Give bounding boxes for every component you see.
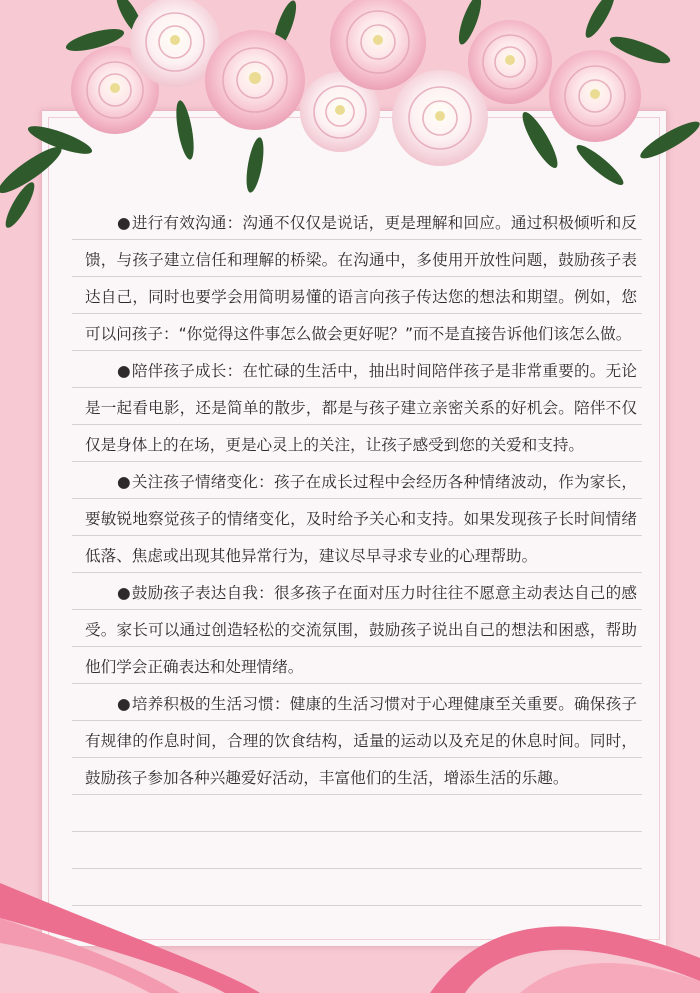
ruled-line [72,831,642,832]
bullet-icon: ● [117,214,131,232]
rose-icon [71,0,641,166]
bullet-icon: ● [117,362,131,380]
paragraph-text: 进行有效沟通：沟通不仅仅是说话，更是理解和回应。通过积极倾听和反馈，与孩子建立信任和理解的桥梁。在沟通中，多使用开放性问题，鼓励孩子表达自己，同时也要学会用简明易懂的语言向孩子传达您的想法和期望。例如，您可以问孩子：“你觉得这件事怎么做会更好呢？”而不是直接告诉他们该怎么做。 [85,214,637,343]
paragraph-companionship [85,353,637,464]
bullet-icon: ● [117,584,131,602]
bullet-icon: ● [117,473,131,491]
paragraph-self-expression [85,575,637,686]
paragraph-text: 关注孩子情绪变化：孩子在成长过程中会经历各种情绪波动，作为家长，要敏锐地察觉孩子的情绪变化，及时给予关心和支持。如果发现孩子长时间情绪低落、焦虑或出现其他异常行为，建议尽早寻求专业的心理帮助。 [85,473,637,565]
letter-body [85,205,637,797]
ribbon-icon [0,863,700,993]
paragraph-text: 鼓励孩子表达自我：很多孩子在面对压力时往往不愿意主动表达自己的感受。家长可以通过创造轻松的交流氛围，鼓励孩子说出自己的想法和困惑，帮助他们学会正确表达和处理情绪。 [85,584,637,676]
paragraph-habits [85,686,637,797]
rose-garland [0,0,700,230]
paragraph-text: 培养积极的生活习惯：健康的生活习惯对于心理健康至关重要。确保孩子有规律的作息时间，合理的饮食结构，适量的运动以及充足的休息时间。同时，鼓励孩子参加各种兴趣爱好活动，丰富他们的生活，增添生活的乐趣。 [85,695,637,787]
paragraph-emotions [85,464,637,575]
paragraph-text: 陪伴孩子成长：在忙碌的生活中，抽出时间陪伴孩子是非常重要的。无论是一起看电影，还是简单的散步，都是与孩子建立亲密关系的好机会。陪伴不仅仅是身体上的在场，更是心灵上的关注，让孩子感受到您的关爱和支持。 [85,362,637,454]
bullet-icon: ● [117,695,131,713]
